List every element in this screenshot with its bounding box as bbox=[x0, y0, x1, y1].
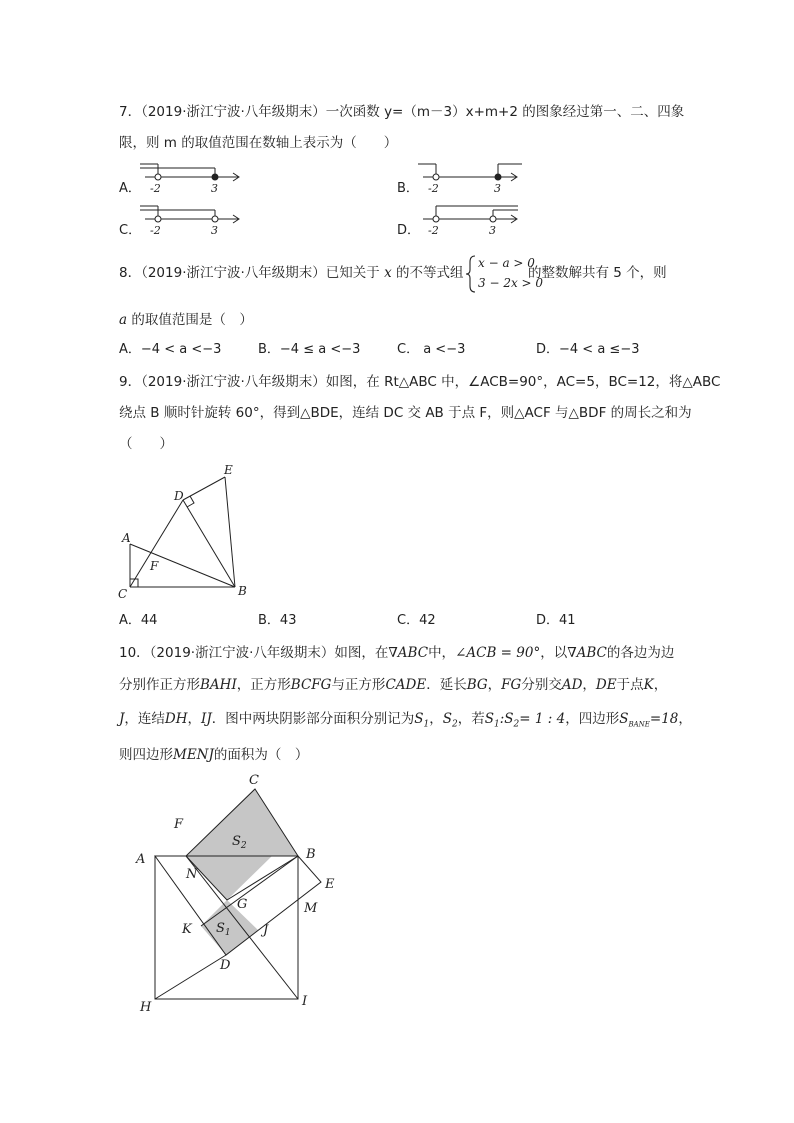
q9-option-d[interactable]: D．41 bbox=[536, 613, 576, 628]
q10-text: ，四边形 bbox=[565, 711, 620, 727]
q8-stem-part1: 8．（2019·浙江宁波·八年级期末）已知关于 bbox=[119, 265, 380, 281]
q10-math: FG bbox=[501, 677, 522, 693]
label-G: G bbox=[237, 897, 248, 912]
q7-stem-line1: 7．（2019·浙江宁波·八年级期末）一次函数 y=（m－3）x+m+2 的图象经过第一、二、四象 bbox=[119, 104, 685, 120]
q9-stem-line1: 9．（2019·浙江宁波·八年级期末）如图，在 Rt△ABC 中，∠ACB=90°，AC=5，BC=12，将△ABC bbox=[119, 374, 721, 390]
q8-var-x: x bbox=[384, 265, 392, 281]
line-DH bbox=[155, 955, 226, 999]
q9-option-b[interactable]: B．43 bbox=[258, 613, 297, 628]
q9-stem-line3: （ ） bbox=[119, 436, 173, 452]
q10-text: 10．（2019·浙江宁波·八年级期末）如图，在 bbox=[119, 645, 389, 661]
q10-math: DE bbox=[595, 677, 617, 693]
q9-option-a[interactable]: A．44 bbox=[119, 613, 158, 628]
q10-math: S bbox=[442, 711, 453, 727]
q10-math: S bbox=[484, 711, 494, 727]
closed-point-3 bbox=[212, 174, 218, 180]
open-point-neg2 bbox=[155, 174, 161, 180]
q10-text: 则四边形 bbox=[119, 747, 173, 763]
q10-text: ， bbox=[678, 711, 692, 727]
q10-text: 于点 bbox=[616, 677, 644, 693]
tick-neg2: -2 bbox=[150, 224, 161, 237]
label-K: K bbox=[182, 922, 192, 937]
q10-math: BCFG bbox=[290, 677, 332, 693]
q9-figure bbox=[110, 460, 260, 605]
q7-stem-line2: 限，则 m 的取值范围在数轴上表示为（ ） bbox=[119, 135, 398, 151]
label-B: B bbox=[306, 847, 316, 862]
tick-neg2: -2 bbox=[428, 224, 439, 237]
q10-text: ， bbox=[429, 711, 443, 727]
q10-sub: 2 bbox=[513, 719, 520, 730]
q10-sub: 2 bbox=[452, 719, 458, 730]
label-J: J bbox=[263, 923, 269, 938]
q10-text: 的面积为（ ） bbox=[213, 747, 309, 763]
label-B: B bbox=[238, 584, 247, 598]
label-D: D bbox=[174, 489, 184, 503]
q8-stem-part2: 的不等式组 bbox=[396, 265, 464, 281]
q7-option-c[interactable]: C． bbox=[119, 223, 142, 238]
q10-math: J bbox=[119, 711, 125, 727]
q10-math: BG bbox=[466, 677, 488, 693]
label-S2: $S_2$ bbox=[232, 834, 247, 851]
q8-system-brace bbox=[465, 254, 477, 294]
q10-text: ．延长 bbox=[426, 677, 467, 693]
q8-stem-line2-text: 的取值范围是（ ） bbox=[131, 312, 253, 328]
q10-math: IJ bbox=[201, 711, 212, 727]
q10-math: = 1 : 4 bbox=[519, 711, 566, 727]
label-F: F bbox=[174, 817, 184, 832]
q10-text: ，以 bbox=[540, 645, 568, 661]
q8-stem-line2 bbox=[119, 310, 253, 330]
q10-math: =18 bbox=[649, 711, 679, 727]
q10-text: ， bbox=[187, 711, 202, 727]
q10-text: 的各边为边 bbox=[606, 645, 675, 661]
q10-text: 与正方形 bbox=[331, 677, 386, 693]
q10-math: MENJ bbox=[173, 747, 214, 763]
q7-number-line-a bbox=[140, 158, 250, 198]
q9-option-c[interactable]: C．42 bbox=[397, 613, 436, 628]
segment-BD bbox=[183, 500, 235, 587]
q10-math-tri: ∇ABC bbox=[388, 645, 429, 661]
q10-text: ，连结 bbox=[124, 711, 165, 727]
label-H: H bbox=[140, 1000, 152, 1015]
q7-option-b[interactable]: B． bbox=[397, 181, 419, 196]
q8-ineq-1: x − a > 0 bbox=[478, 256, 535, 270]
q7-option-d[interactable]: D． bbox=[397, 223, 421, 238]
label-D: D bbox=[220, 958, 231, 973]
q10-math: S bbox=[504, 711, 514, 727]
q10-sub: 1 bbox=[423, 719, 430, 730]
label-N: N bbox=[186, 867, 198, 882]
segment-DE bbox=[183, 477, 225, 500]
q10-text: 分别交 bbox=[521, 677, 562, 693]
q10-math: K bbox=[643, 677, 654, 693]
q7-number-line-b bbox=[418, 158, 528, 198]
q10-math: DH bbox=[164, 711, 188, 727]
tick-3: 3 bbox=[211, 224, 218, 237]
label-E: E bbox=[224, 463, 233, 477]
q10-math: S bbox=[619, 711, 629, 727]
segment-AB bbox=[130, 544, 235, 587]
q7-number-line-d bbox=[418, 200, 528, 240]
q7-number-line-c bbox=[140, 200, 250, 240]
q10-text: ．图中两块阴影部分面积分别记为 bbox=[211, 711, 415, 727]
q9-stem-line2: 绕点 B 顺时针旋转 60°，得到△BDE，连结 DC 交 AB 于点 F，则△ACF 与△BDF 的周长之和为 bbox=[119, 405, 692, 421]
q10-math: S bbox=[414, 711, 424, 727]
tick-neg2: -2 bbox=[150, 182, 161, 195]
q10-text: ，正方形 bbox=[236, 677, 291, 693]
q10-text: ， bbox=[653, 677, 668, 693]
segment-EB bbox=[225, 477, 235, 587]
q8-ineq-2: 3 − 2x > 0 bbox=[478, 276, 544, 290]
q10-stem-line4 bbox=[119, 745, 308, 765]
label-A: A bbox=[136, 852, 146, 867]
q10-stem-line1 bbox=[119, 643, 674, 663]
q8-option-d[interactable]: D．−4 < a ≤−3 bbox=[536, 342, 640, 357]
label-C: C bbox=[118, 587, 128, 601]
label-C: C bbox=[249, 773, 259, 788]
q8-option-a[interactable]: A．−4 < a <−3 bbox=[119, 342, 222, 357]
q10-math: AD bbox=[561, 677, 583, 693]
segment-CD bbox=[130, 500, 183, 587]
q10-stem-line3: J，连结DH，IJ．图中两块阴影部分面积分别记为$S_1$，$S_2$，若$S_1:S_2= 1$ : 4，四边形$S_{BANE}=18$， bbox=[119, 711, 692, 730]
q10-text: 中， bbox=[428, 645, 456, 661]
q8-var-a: a bbox=[119, 312, 128, 328]
q8-stem-line1 bbox=[119, 263, 464, 283]
label-A: A bbox=[122, 531, 131, 545]
q10-text: ， bbox=[487, 677, 502, 693]
tick-3: 3 bbox=[494, 182, 501, 195]
tick-neg2: -2 bbox=[428, 182, 439, 195]
q8-option-b[interactable]: B．−4 ≤ a <−3 bbox=[258, 342, 361, 357]
q10-math: CADE bbox=[385, 677, 427, 693]
q10-text: ， bbox=[582, 677, 596, 693]
q8-option-c[interactable]: C． a <−3 bbox=[397, 342, 466, 357]
label-I: I bbox=[302, 994, 308, 1009]
tick-3: 3 bbox=[489, 224, 496, 237]
q10-math: BAHI bbox=[200, 677, 237, 693]
q10-figure bbox=[130, 770, 360, 1020]
label-F: F bbox=[150, 559, 159, 573]
q7-option-a[interactable]: A． bbox=[119, 181, 141, 196]
tick-3: 3 bbox=[211, 182, 218, 195]
q10-text: 分别作正方形 bbox=[119, 677, 200, 693]
q10-sub: BANE bbox=[628, 720, 650, 729]
q10-text: ，若 bbox=[457, 711, 485, 727]
label-E: E bbox=[325, 877, 335, 892]
label-S1: $S_1$ bbox=[216, 921, 231, 938]
label-M: M bbox=[304, 901, 318, 916]
q10-sub: 1 bbox=[494, 719, 500, 730]
q8-stem-part3: 的整数解共有 5 个，则 bbox=[528, 265, 667, 281]
q10-math-tri: ∇ABC bbox=[567, 645, 607, 661]
q10-math-angle: ∠ACB = 90° bbox=[455, 645, 541, 661]
q10-stem-line2 bbox=[119, 675, 667, 695]
